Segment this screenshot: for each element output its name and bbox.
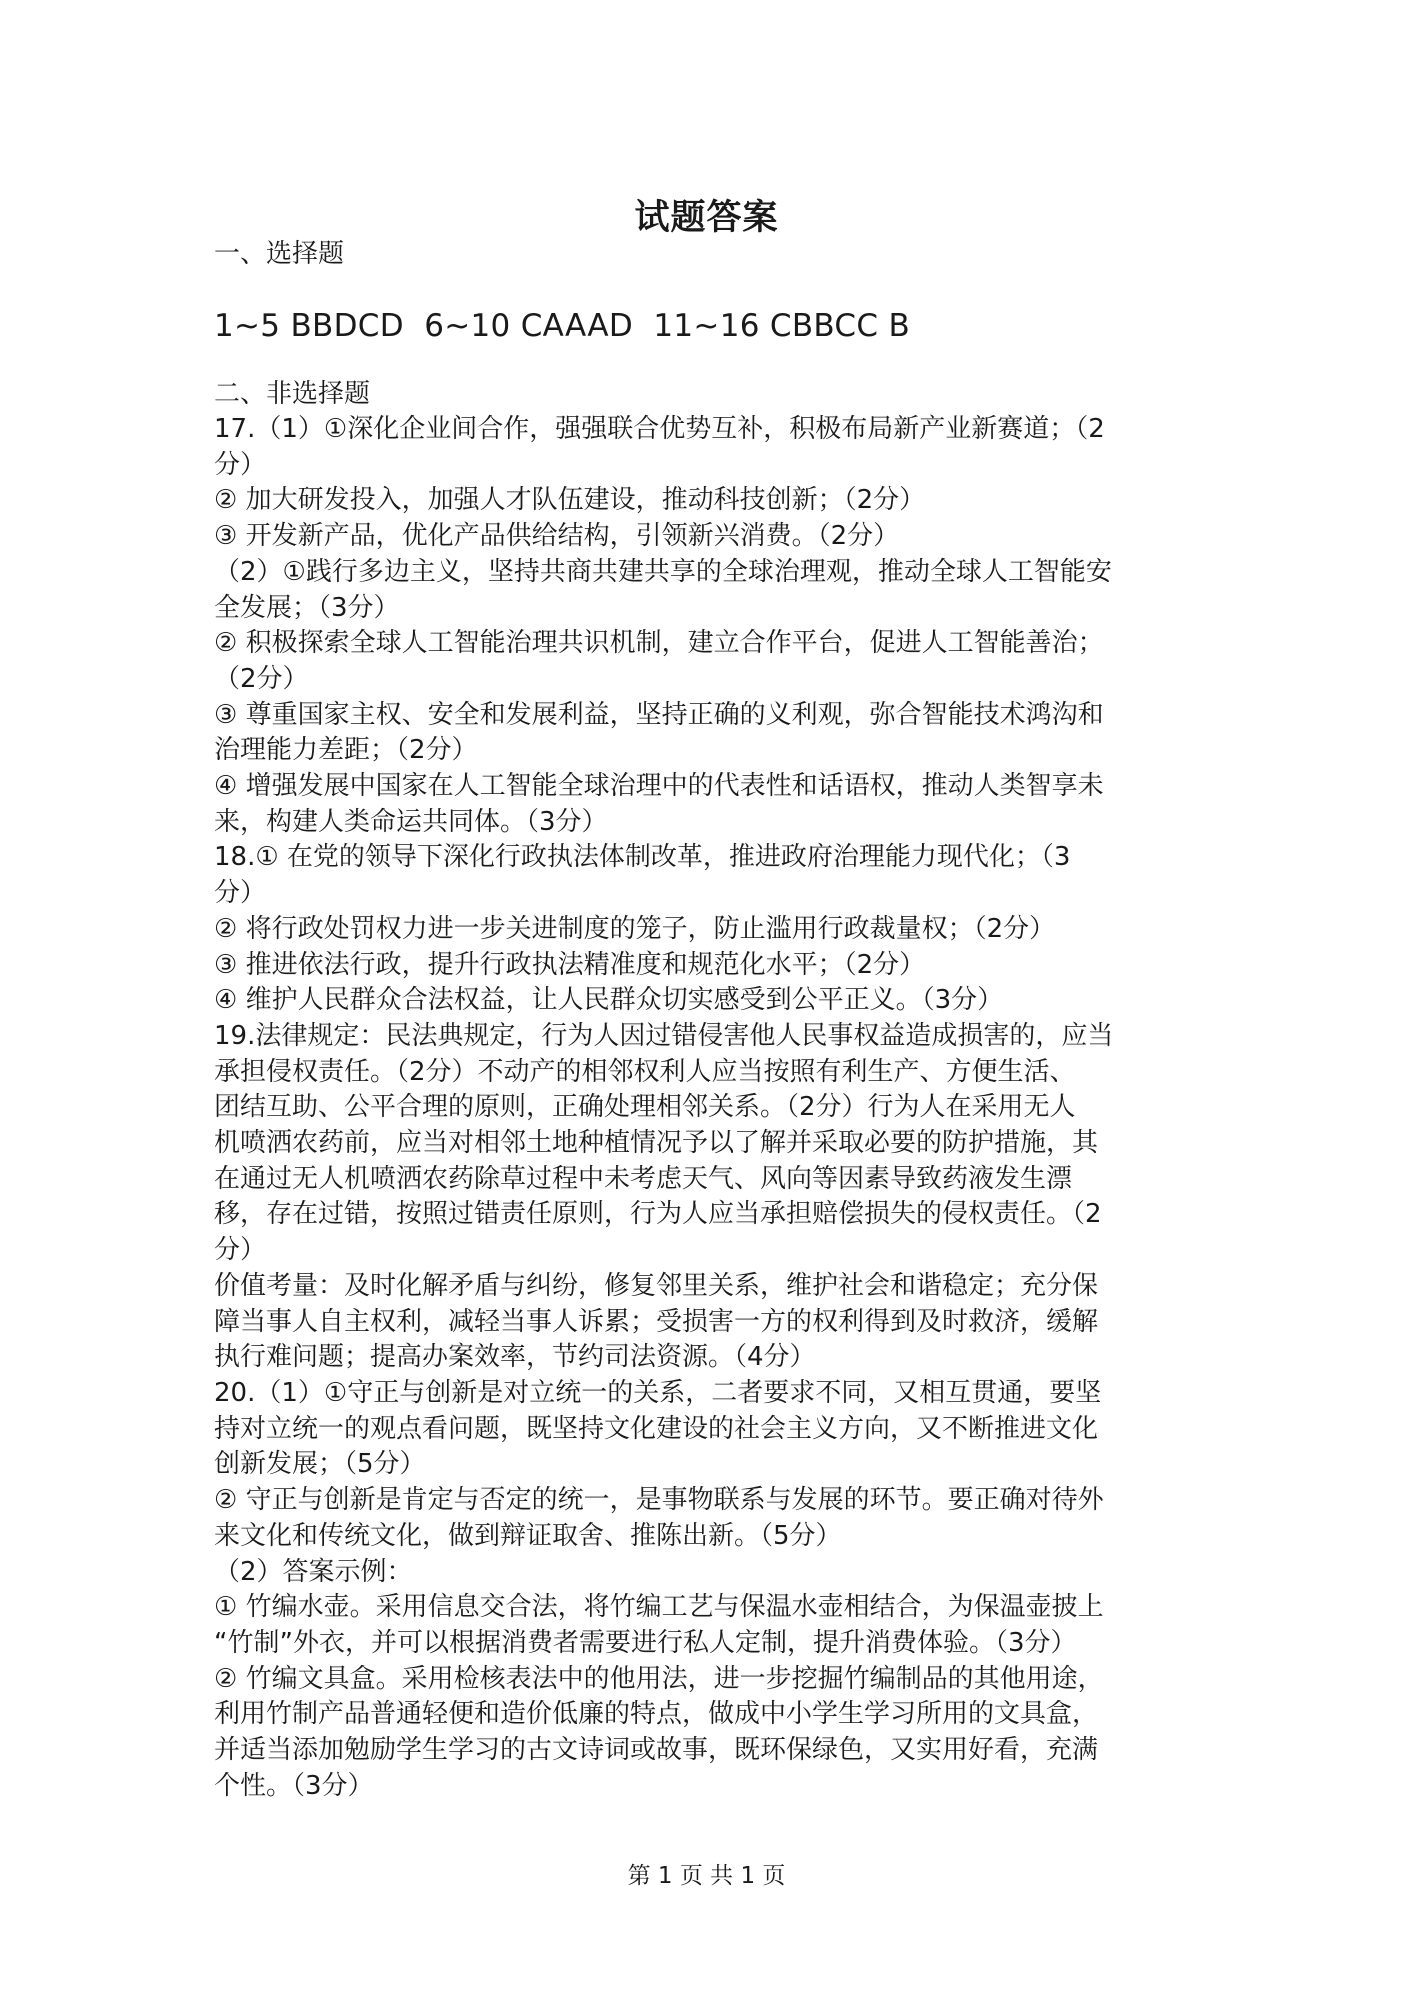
answer-line: 承担侵权责任。（2分）不动产的相邻权利人应当按照有利生产、方便生活、 [214,1056,1076,1087]
answer-line: 来文化和传统文化，做到辩证取舍、推陈出新。（5分） [214,1520,842,1551]
answer-line: ② 积极探索全球人工智能治理共识机制，建立合作平台，促进人工智能善治； [214,628,1104,659]
section-heading-non-choice: 二、非选择题 [214,379,371,409]
answer-line: ① 竹编水壶。采用信息交合法，将竹编工艺与保温水壶相结合，为保温壶披上 [214,1592,1104,1623]
answer-line: “竹制”外衣，并可以根据消费者需要进行私人定制，提升消费体验。（3分） [214,1627,1077,1658]
answer-line: 分） [214,878,267,909]
answer-line: 持对立统一的观点看问题，既坚持文化建设的社会主义方向，又不断推进文化 [214,1413,1099,1444]
answer-line: 价值考量：及时化解矛盾与纠纷，修复邻里关系，维护社会和谐稳定；充分保 [214,1270,1099,1301]
answer-content [214,236,1204,1804]
answer-line: 创新发展；（5分） [214,1449,426,1480]
answer-line: ③ 尊重国家主权、安全和发展利益，坚持正确的义利观，弥合智能技术鸿沟和 [214,699,1104,730]
answer-line: ② 将行政处罚权力进一步关进制度的笼子，防止滥用行政裁量权；（2分） [214,913,1056,944]
page-title: 试题答案 [634,198,779,238]
multiple-choice-answers: 1~5 BBDCD 6~10 CAAAD 11~16 CBBCC B [214,308,911,344]
answer-line: ④ 维护人民群众合法权益，让人民群众切实感受到公平正义。（3分） [214,985,1004,1016]
answer-line: 机喷洒农药前，应当对相邻土地种植情况予以了解并采取必要的防护措施，其 [214,1128,1099,1159]
answer-line: 全发展；（3分） [214,592,400,623]
answer-line: 障当事人自主权利，减轻当事人诉累；受损害一方的权利得到及时救济，缓解 [214,1306,1099,1337]
answer-line: 治理能力差距；（2分） [214,735,478,766]
answer-line: （2）答案示例： [214,1556,413,1587]
answer-line: ④ 增强发展中国家在人工智能全球治理中的代表性和话语权，推动人类智享未 [214,771,1104,802]
answer-line: 分） [214,1235,267,1266]
answer-line: ② 加大研发投入，加强人才队伍建设，推动科技创新；（2分） [214,485,926,516]
answer-line: 并适当添加勉励学生学习的古文诗词或故事，既环保绿色，又实用好看，充满 [214,1735,1099,1766]
answer-line: ③ 推进依法行政，提升行政执法精准度和规范化水平；（2分） [214,949,926,980]
answer-line: 分） [214,449,267,480]
answer-line: 在通过无人机喷洒农药除草过程中未考虑天气、风向等因素导致药液发生漂 [214,1163,1073,1194]
answer-line: 来，构建人类命运共同体。（3分） [214,806,608,837]
answer-line: 个性。（3分） [214,1770,374,1801]
answer-line: 团结互助、公平合理的原则，正确处理相邻关系。（2分）行为人在采用无人 [214,1092,1076,1123]
page-footer: 第 1 页 共 1 页 [627,1863,786,1889]
answer-line: 利用竹制产品普通轻便和造价低廉的特点，做成中小学生学习所用的文具盒， [214,1699,1099,1730]
answer-line: （2分） [214,663,309,694]
answer-line: 17.（1）①深化企业间合作，强强联合优势互补，积极布局新产业新赛道；（2 [214,414,1105,444]
answer-line: 执行难问题；提高办案效率，节约司法资源。（4分） [214,1342,816,1373]
answer-line: 18.① 在党的领导下深化行政执法体制改革，推进政府治理能力现代化；（3 [214,842,1071,873]
answer-lines [214,412,1204,1804]
answer-line: 移，存在过错，按照过错责任原则，行为人应当承担赔偿损失的侵权责任。（2 [214,1199,1102,1230]
answer-line: ② 守正与创新是肯定与否定的统一，是事物联系与发展的环节。要正确对待外 [214,1485,1104,1516]
answer-line: （2）①践行多边主义，坚持共商共建共享的全球治理观，推动全球人工智能安 [214,556,1112,587]
answer-line: 20.（1）①守正与创新是对立统一的关系，二者要求不同，又相互贯通，要坚 [214,1377,1102,1408]
answer-line: ② 竹编文具盒。采用检核表法中的他用法，进一步挖掘竹编制品的其他用途， [214,1663,1104,1694]
answer-line: 19.法律规定：民法典规定，行为人因过错侵害他人民事权益造成损害的，应当 [214,1020,1114,1051]
section-heading-multiple-choice: 一、选择题 [214,239,345,269]
answer-line: ③ 开发新产品，优化产品供给结构，引领新兴消费。（2分） [214,521,900,552]
